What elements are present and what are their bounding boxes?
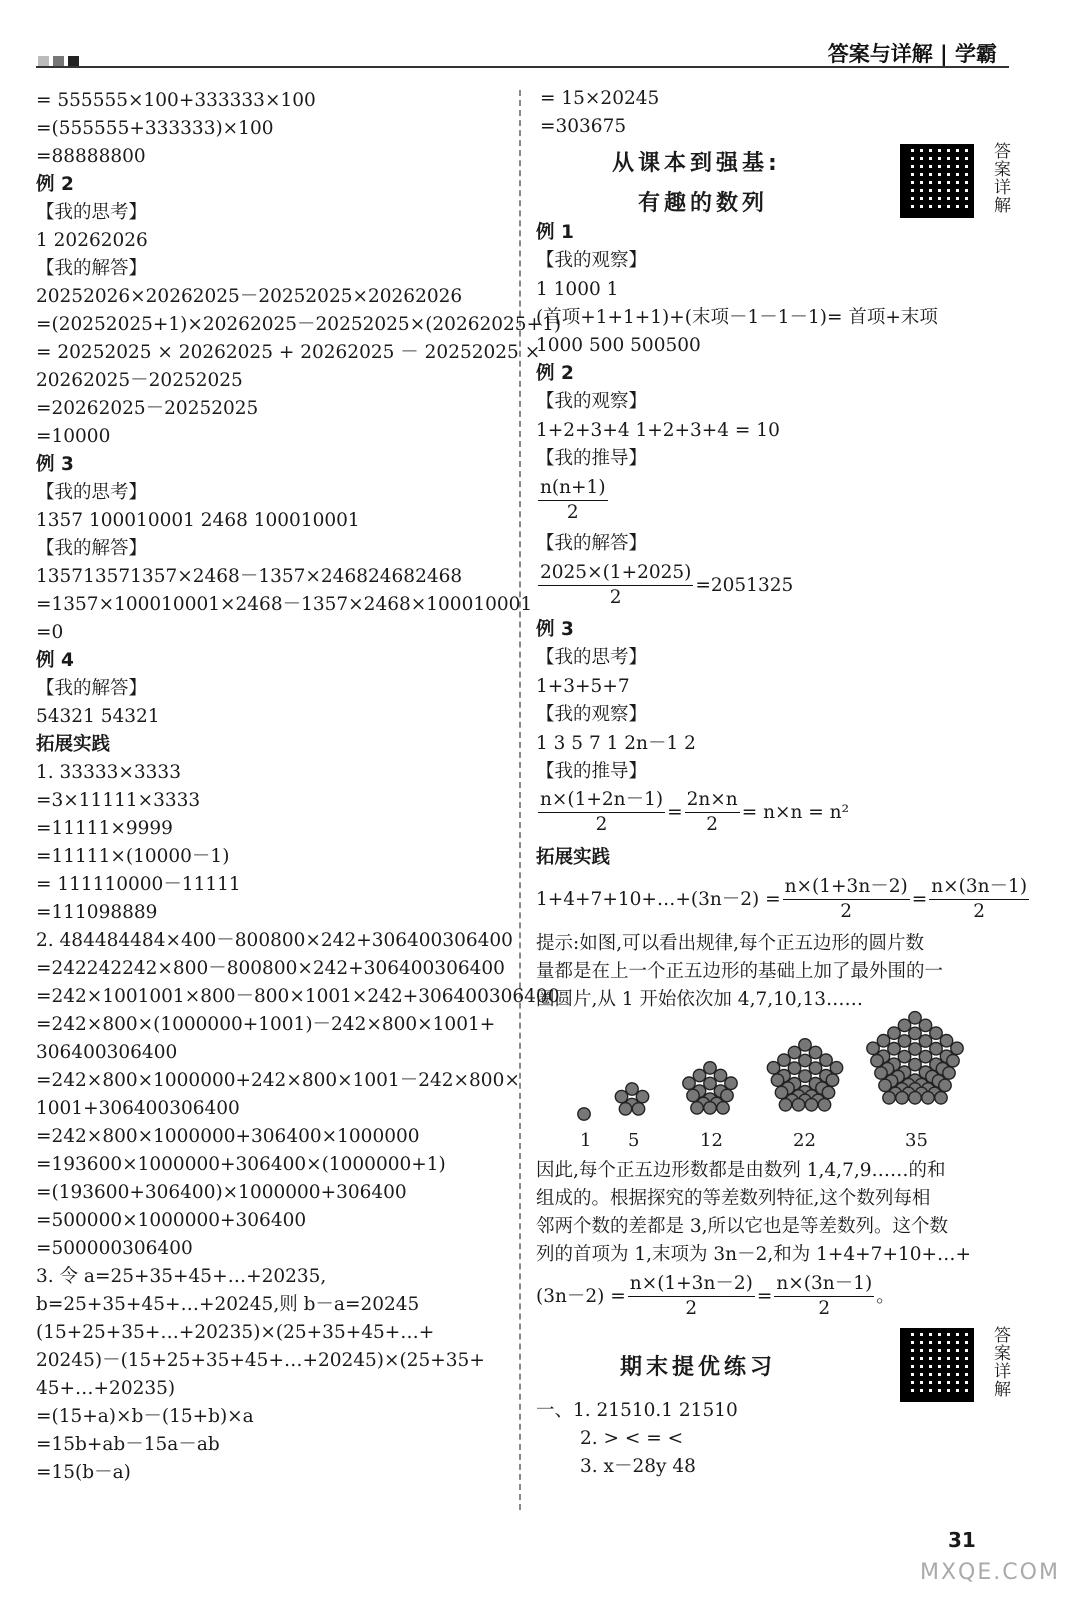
pentagon-dot [721,1089,733,1101]
solution-line: 【我的解答】 [36,538,148,559]
pentagon-dot [898,1019,910,1031]
solution-line: =10000 [36,426,111,447]
section-heading: 例 3 [36,454,74,475]
hint-line: 提示:如图,可以看出规律,每个正五边形的圆片数 [536,933,924,954]
solution-line: =500000306400 [36,1238,193,1259]
hint-line: 圈圆片,从 1 开始依次加 4,7,10,13…… [536,989,864,1010]
answer-line: 1 1000 1 [536,279,619,300]
pentagon-dot [830,1062,842,1074]
observe-label: 【我的观察】 [536,704,648,725]
section-heading: 例 4 [36,650,74,671]
solution-line: 1357 100010001 2468 100010001 [36,510,360,531]
example-heading: 例 2 [536,363,574,384]
pentagon-label: 35 [905,1130,928,1151]
solution-line: 54321 54321 [36,706,160,727]
example-heading: 例 3 [536,619,574,640]
pentagon-dot [809,1046,821,1058]
header-rule [36,66,1009,68]
pentagon-dot [767,1062,779,1074]
answer-line: 1000 500 500500 [536,335,701,356]
pentagon-dot [799,1054,811,1066]
pentagon-label: 22 [793,1130,816,1151]
pentagon-dot [799,1070,811,1082]
pentagon-dot [939,1079,951,1091]
solution-line: =(193600+306400)×1000000+306400 [36,1182,407,1203]
derive-label: 【我的推导】 [536,761,648,782]
observe-label: 【我的观察】 [536,391,648,412]
pentagon-dot [919,1050,931,1062]
answer-line: 1+3+5+7 [536,676,630,697]
pentagon-dot [818,1099,830,1111]
pentagon-dot [725,1077,737,1089]
fraction: $\frac{n\times(1+3n-2)}{2}$ [629,1273,753,1319]
pentagon-dot [935,1092,947,1104]
solution-line: =242×800×1000000+242×800×1001－242×800× [36,1070,520,1091]
formula [536,476,610,525]
solution-line: 1. 33333×3333 [36,762,181,783]
pentagon-dot [940,1035,952,1047]
pentagon-dot [771,1074,783,1086]
solution-line: =242242242×800－800800×242+306400306400 [36,958,505,979]
pentagon-dot [615,1090,627,1102]
pentagon-dot [947,1055,959,1067]
pentagon-dot [909,1012,921,1024]
pentagon-dot [909,1043,921,1055]
qr-code[interactable] [900,144,974,218]
pentagon-dot [691,1102,703,1114]
solution-line: =242×800×1000000+306400×1000000 [36,1126,420,1147]
pentagon-dot [779,1099,791,1111]
solution-line: 【我的解答】 [36,258,148,279]
answer-line: 1+2+3+4 1+2+3+4 = 10 [536,420,780,441]
pentagon-dot [714,1069,726,1081]
pentagon-dot [788,1062,800,1074]
observe-label: 【我的观察】 [536,250,648,271]
pentagon-dot [879,1079,891,1091]
section-subtitle: 有趣的数列 [638,191,769,216]
pentagon-dot [805,1099,817,1111]
answer-line: 1 3 5 7 1 2n－1 2 [536,733,696,754]
solution-line: =15b+ab－15a－ab [36,1434,220,1455]
pentagon-dot [909,1027,921,1039]
right-line: =303675 [540,116,627,137]
pentagon-dot [636,1090,648,1102]
pentagon-dot [896,1092,908,1104]
pentagon-dot [717,1102,729,1114]
practice-heading: 拓展实践 [536,847,611,868]
pentagon-dot [943,1067,955,1079]
section-heading: 例 2 [36,174,74,195]
pentagon-dot [898,1050,910,1062]
pentagon-dot [820,1054,832,1066]
pentagon-dot [775,1086,787,1098]
pentagon-label: 5 [628,1130,640,1151]
pentagon-dot [632,1103,644,1115]
fraction: $\frac{n\times(3n-1)}{2}$ [931,876,1028,922]
pentagon-dot [930,1043,942,1055]
solution-line: =(15+a)×b－(15+b)×a [36,1406,254,1427]
pentagon-dot [826,1074,838,1086]
solution-line: 【我的思考】 [36,482,148,503]
solution-line: 135713571357×2468－1357×246824682468 [36,566,463,587]
header-decoration [38,52,83,71]
page-number: 31 [948,1528,976,1552]
pentagon-dot [888,1027,900,1039]
solution-line: 1 20262026 [36,230,148,251]
pentagon-dot [809,1062,821,1074]
solution-line: =(20252025+1)×20262025－20252025×(20262025+1) [36,314,562,335]
solution-line: =0 [36,622,64,643]
section-heading: 拓展实践 [36,734,111,755]
answer-line: 3. x－28y 48 [580,1456,696,1477]
pentagon-dot [909,1092,921,1104]
answer-line: 一、1. 21510.1 21510 [536,1400,738,1421]
pentagon-dot [898,1035,910,1047]
solution-line: =193600×1000000+306400×(1000000+1) [36,1154,446,1175]
formula: $\frac{2025\times(1+2025)}{2}$ =2051325 [540,562,794,608]
solution-line: 45+…+20235) [36,1378,176,1399]
fraction: $\frac{n(n+1)}{2}$ [540,477,606,523]
pentagon-dot [687,1089,699,1101]
solution-line: =(555555+333333)×100 [36,118,274,139]
fraction: $\frac{n\times(1+3n-2)}{2}$ [784,876,908,922]
pentagon-dot [875,1067,887,1079]
solution-line: =15(b－a) [36,1462,131,1483]
header-title: 答案与详解 | 学霸 [827,42,997,66]
solution-line: =1357×100010001×2468－1357×2468×100010001 [36,594,533,615]
pentagon-dot [909,1058,921,1070]
conclusion-line: 列的首项为 1,末项为 3n－2,和为 1+4+7+10+…+ [536,1244,971,1265]
pentagon-dot [799,1039,811,1051]
fraction: $\frac{2n\times n}{2}$ [686,789,738,835]
formula: (3n－2) = $\frac{n\times(1+3n-2)}{2}$ = $\frac{n\times(3n-1)}{2}$ 。 [536,1273,895,1319]
pentagon-dot [930,1027,942,1039]
pentagon-dot [919,1019,931,1031]
pentagon-dot [951,1042,963,1054]
hint-line: 量都是在上一个正五边形的基础上加了最外围的一 [536,961,944,982]
pentagon-dot [704,1102,716,1114]
solution-line: 1001+306400306400 [36,1098,240,1119]
solution-line: 20262025－20252025 [36,370,243,391]
solution-line: =500000×1000000+306400 [36,1210,307,1231]
right-line: = 15×20245 [540,88,660,109]
solution-line: =88888800 [36,146,146,167]
pentagon-dot [871,1055,883,1067]
pentagon-dot [704,1062,716,1074]
watermark: MXQE.COM [920,1560,1060,1585]
solution-line: =242×1001001×800－800×1001×242+306400306400 [36,986,560,1007]
pentagon-figures [560,1010,990,1125]
pentagon-dot [704,1077,716,1089]
solution-line: 20252026×20262025－20252025×20262026 [36,286,463,307]
solution-line: b=25+35+45+…+20245,则 b－a=20245 [36,1294,420,1315]
conclusion-line: 组成的。根据探究的等差数列特征,这个数列每相 [536,1188,931,1209]
solution-line: =242×800×(1000000+1001)－242×800×1001+ [36,1014,496,1035]
pentagon-dot [822,1086,834,1098]
pentagon-dot [877,1035,889,1047]
qr-code[interactable] [900,1328,974,1402]
solution-line: = 555555×100+333333×100 [36,90,316,111]
column-divider [519,90,521,1510]
conclusion-line: 邻两个数的差都是 3,所以它也是等差数列。这个数 [536,1216,949,1237]
fraction: $\frac{n\times(1+2n-1)}{2}$ [540,789,664,835]
solution-line: = 20252025 × 20262025 + 20262025 － 20252025 × [36,342,541,363]
solution-line: (15+25+35+…+20235)×(25+35+45+…+ [36,1322,435,1343]
answer-line: (首项+1+1+1)+(末项－1－1－1)= 首项+末项 [536,307,938,328]
pentagon-dot [578,1108,590,1120]
answer-line: 2. > < = < [580,1428,684,1449]
solution-line: = 111110000－11111 [36,874,241,895]
formula: 1+4+7+10+…+(3n－2) = $\frac{n\times(1+3n-2)}{2}$ = $\frac{n\times(3n-1)}{2}$ [536,876,1028,922]
qr-label: 答案详解 [990,1326,1010,1398]
solution-line: 20245)－(15+25+35+45+…+20245)×(25+35+ [36,1350,485,1371]
formula: $\frac{n\times(1+2n-1)}{2}$ = $\frac{2n\times n}{2}$ = n×n = n² [540,789,850,835]
fraction: $\frac{n\times(3n-1)}{2}$ [776,1273,873,1319]
pentagon-dot [619,1103,631,1115]
section-title: 期末提优练习 [620,1355,777,1380]
solution-line: =3×11111×3333 [36,790,201,811]
pentagon-dot [922,1092,934,1104]
solution-line: 306400306400 [36,1042,178,1063]
qr-label: 答案详解 [990,142,1010,214]
pentagon-dot [788,1046,800,1058]
pentagon-dot [883,1092,895,1104]
solution-line: 【我的思考】 [36,202,148,223]
pentagon-label: 12 [700,1130,723,1151]
think-label: 【我的思考】 [536,647,648,668]
fraction: $\frac{2025\times(1+2025)}{2}$ [540,562,692,608]
pentagon-dot [778,1054,790,1066]
pentagon-dot [626,1083,638,1095]
pentagon-dot [693,1069,705,1081]
solution-line: =111098889 [36,902,158,923]
solution-line: =20262025－20252025 [36,398,259,419]
pentagon-dot [683,1077,695,1089]
solution-line: 【我的解答】 [36,678,148,699]
answer-label: 【我的解答】 [536,533,648,554]
example-heading: 例 1 [536,222,574,243]
pentagon-dot [867,1042,879,1054]
pentagon-label: 1 [580,1130,592,1151]
conclusion-line: 因此,每个正五边形数都是由数列 1,4,7,9……的和 [536,1160,946,1181]
solution-line: =11111×9999 [36,818,173,839]
solution-line: =11111×(10000－1) [36,846,230,867]
solution-line: 2. 484484484×400－800800×242+306400306400 [36,930,513,951]
solution-line: 3. 令 a=25+35+45+…+20235, [36,1266,327,1287]
derive-label: 【我的推导】 [536,448,648,469]
pentagon-dot [919,1035,931,1047]
pentagon-dot [792,1099,804,1111]
pentagon-dot [888,1043,900,1055]
section-title: 从课本到强基: [612,151,781,176]
